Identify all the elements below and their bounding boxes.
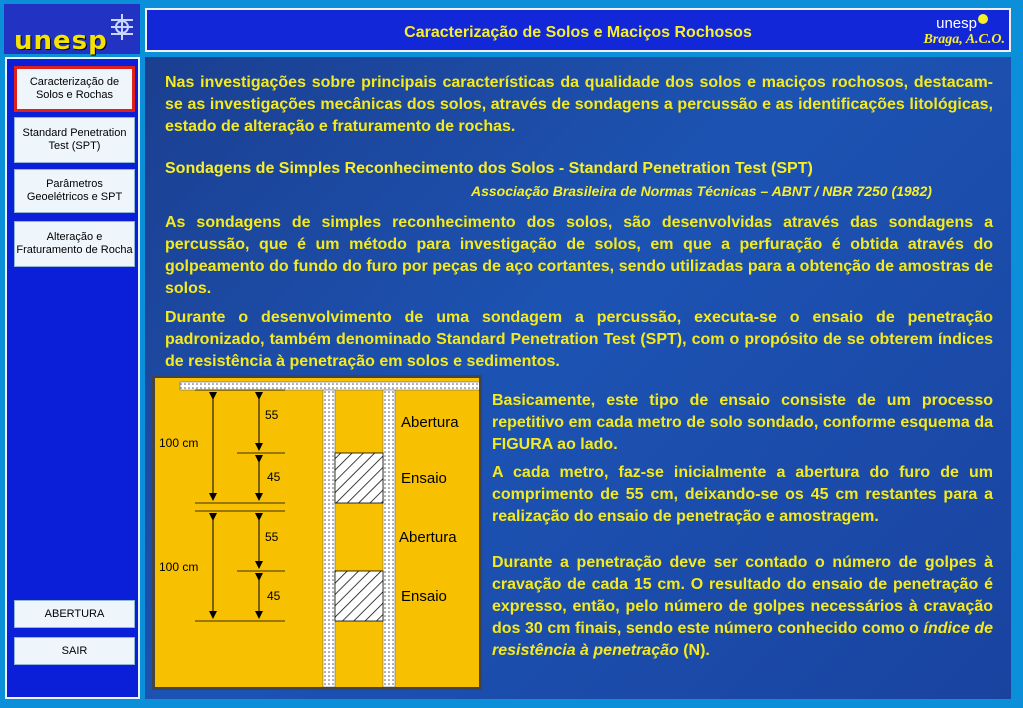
sidebar-item-spt[interactable] <box>14 117 135 163</box>
paragraph-5-start: Durante a penetração deve ser contado o número de golpes à cravação de cada 15 cm. O resultado do ensaio de penetração é expresso, então, pelo número de golpes necessários à cravação dos 30 cm finais, sendo este número conhecido como o <box>492 554 993 637</box>
spt-diagram <box>152 375 482 690</box>
sidebar <box>5 57 140 699</box>
abertura-button[interactable] <box>14 600 135 628</box>
depth-label-1: 100 cm <box>159 436 199 450</box>
paragraph-5-end: (N). <box>678 642 710 659</box>
abertura-label-2: Abertura <box>399 529 457 546</box>
ensaio-label-2: Ensaio <box>401 588 447 605</box>
sidebar-item-alteracao[interactable] <box>14 221 135 267</box>
emblem-icon <box>108 12 136 42</box>
casing-right <box>383 390 395 687</box>
abertura-label: ABERTURA <box>44 607 105 620</box>
sair-button[interactable] <box>14 637 135 665</box>
abertura-label-1: Abertura <box>401 414 459 431</box>
paragraph-2: Durante o desenvolvimento de uma sondagem a percussão, executa-se o ensaio de penetração padronizado, também denominado Standard Penetration Test (SPT), com o propósito de se obterem índices de resistência à penetração em solos e sedimentos. <box>165 309 993 370</box>
section-reference: Associação Brasileira de Normas Técnicas – ABNT / NBR 7250 (1982) <box>471 183 932 199</box>
paragraph-3: Basicamente, este tipo de ensaio consiste de um processo repetitivo em cada metro de solo sondado, conforme esquema da FIGURA ao lado. <box>492 392 993 453</box>
length-label-55-a: 55 <box>265 408 279 422</box>
depth-label-2: 100 cm <box>159 560 199 574</box>
paragraph-5 <box>492 552 993 662</box>
paragraph-5-italic: índice de resistência à penetração <box>492 620 993 659</box>
paragraph-4: A cada metro, faz-se inicialmente a abertura do furo de um comprimento de 55 cm, deixando-se os 45 cm restantes para a realização do ensaio de penetração e amostragem. <box>492 464 993 525</box>
sidebar-item-parametros[interactable] <box>14 169 135 213</box>
sidebar-item-label: Caracterização de Solos e Rochas <box>29 76 120 101</box>
length-label-55-b: 55 <box>265 530 279 544</box>
brand-emblem-icon <box>977 13 989 25</box>
page-title: Caracterização de Solos e Maciços Rochosos <box>404 24 752 41</box>
header-brand: unesp <box>936 15 977 32</box>
header-bar <box>145 8 1011 52</box>
sair-label: SAIR <box>61 644 88 657</box>
test-zone-1 <box>335 453 383 503</box>
logo <box>4 4 140 54</box>
sidebar-item-label: Standard Penetration Test (SPT) <box>22 127 127 152</box>
section-title: Sondagens de Simples Reconhecimento dos Solos - Standard Penetration Test (SPT) <box>165 160 813 177</box>
paragraph-1: As sondagens de simples reconhecimento dos solos, são desenvolvidas através das sondagens a percussão, que é um método para investigação de solos, em que a perfuração é obtida através do golpeamento do fundo do furo por peças de aço cortantes, sendo utilizadas para a obtenção de amostras de solos. <box>165 214 993 297</box>
test-zone-2 <box>335 571 383 621</box>
sidebar-item-caracterizacao[interactable] <box>14 66 135 112</box>
sidebar-item-label: Parâmetros Geoelétricos e SPT <box>26 178 123 203</box>
length-label-45-a: 45 <box>267 470 281 484</box>
header-author: Braga, A.C.O. <box>923 32 1005 47</box>
ensaio-label-1: Ensaio <box>401 470 447 487</box>
logo-text: unesp <box>14 26 108 56</box>
ground-surface <box>180 382 479 390</box>
length-label-45-b: 45 <box>267 589 281 603</box>
intro-paragraph: Nas investigações sobre principais características da qualidade dos solos e maciços rochosos, destacam-se as investigações mecânicas dos solos, através de sondagens a percussão e as identificações litológicas, estado de alteração e fraturamento de rochas. <box>165 74 993 135</box>
sidebar-item-label: Alteração e Fraturamento de Rocha <box>16 231 133 256</box>
casing-left <box>323 390 335 687</box>
